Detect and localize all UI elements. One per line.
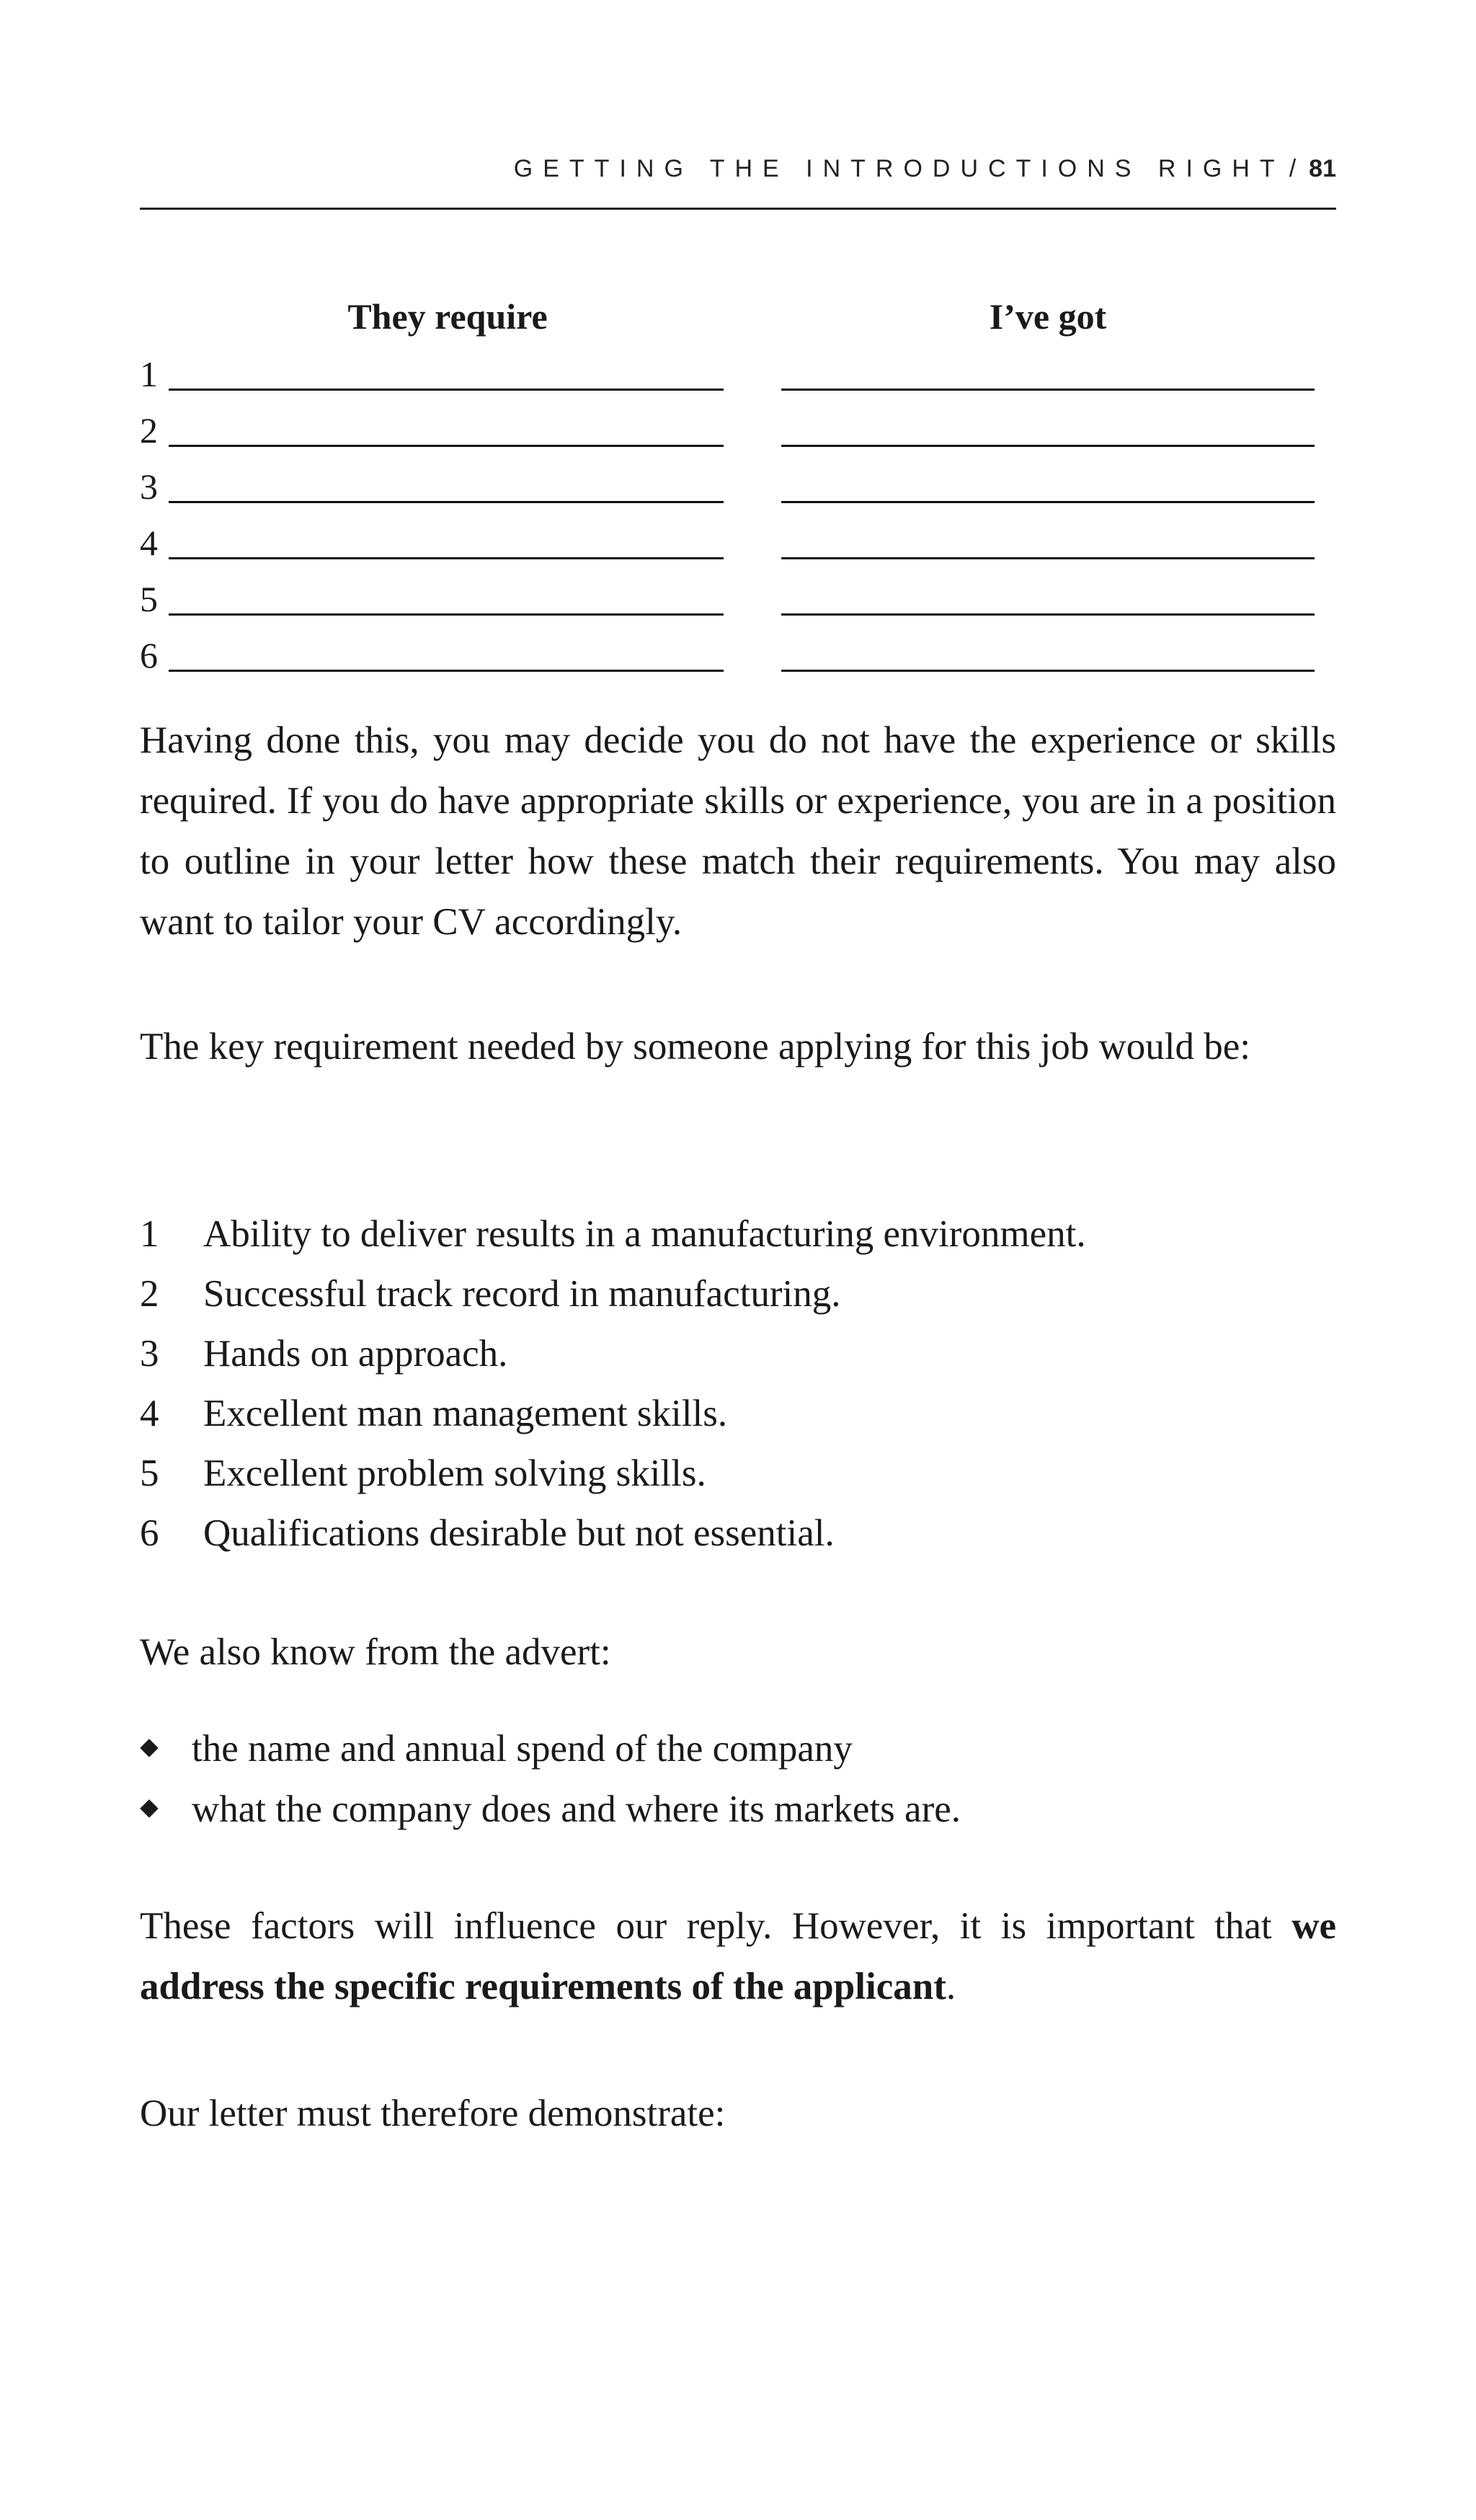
list-item-text: Ability to deliver results in a manufacturing environment. (203, 1213, 1086, 1255)
they-require-blank-line[interactable] (169, 501, 724, 503)
running-header (140, 155, 1336, 198)
list-item-number: 3 (140, 1333, 159, 1375)
ive-got-blank-line[interactable] (781, 501, 1315, 503)
ive-got-blank-line[interactable] (781, 557, 1315, 559)
they-require-blank-line[interactable] (169, 670, 724, 672)
they-require-blank-line[interactable] (169, 389, 724, 391)
list-item-text: Excellent man management skills. (203, 1393, 728, 1434)
list-item (140, 1264, 1336, 1324)
bullet-item-text: the name and annual spend of the company (192, 1728, 853, 1770)
worksheet-row (140, 621, 1336, 678)
ive-got-blank-line[interactable] (781, 670, 1315, 672)
worksheet-row (140, 453, 1336, 509)
diamond-bullet-icon (140, 1799, 158, 1817)
list-item-text: Qualifications desirable but not essential. (203, 1512, 835, 1554)
list-item-text: Excellent problem solving skills. (203, 1452, 706, 1494)
ive-got-blank-line[interactable] (781, 445, 1315, 447)
list-item-text: Successful track record in manufacturing. (203, 1273, 841, 1315)
list-item-number: 2 (140, 1273, 159, 1315)
list-item (140, 1383, 1336, 1444)
worksheet-row (140, 340, 1336, 396)
worksheet-row-number: 4 (140, 523, 158, 563)
they-require-blank-line[interactable] (169, 557, 724, 559)
bullet-item-text: what the company does and where its markets are. (192, 1788, 961, 1830)
worksheet-row (140, 509, 1336, 565)
list-item-text: Hands on approach. (203, 1333, 508, 1375)
they-require-blank-line[interactable] (169, 613, 724, 616)
list-item (140, 1323, 1336, 1384)
bullet-item (140, 1779, 1336, 1840)
paragraph-having-done-this: Having done this, you may decide you do not have the experience or skills required. If you do have appropriate skills or experience, you are in a position to outline in your letter how these match their requirements. You may also want to tailor your CV accordingly. (140, 719, 1336, 943)
paragraph-text-end: . (946, 1966, 956, 2007)
list-item-number: 6 (140, 1512, 159, 1554)
they-require-blank-line[interactable] (169, 445, 724, 447)
running-title: GETTING THE INTRODUCTIONS RIGHT (513, 155, 1285, 182)
diamond-bullet-icon (140, 1739, 158, 1757)
worksheet-row-number: 5 (140, 579, 158, 619)
list-item-number: 1 (140, 1213, 159, 1255)
header-rule (140, 208, 1336, 210)
worksheet-row (140, 565, 1336, 621)
list-item (140, 1503, 1336, 1563)
worksheet-row (140, 396, 1336, 453)
worksheet-row-number: 1 (140, 354, 158, 394)
paragraph-these-factors (140, 1896, 1336, 2017)
ive-got-blank-line[interactable] (781, 613, 1315, 616)
paragraph-we-also-know: We also know from the advert: (140, 1631, 611, 1673)
paragraph-our-letter: Our letter must therefore demonstrate: (140, 2093, 726, 2134)
worksheet-heading-ive-got: I’ve got (989, 296, 1107, 337)
bullet-item (140, 1718, 1336, 1779)
ive-got-blank-line[interactable] (781, 389, 1315, 391)
worksheet-row-number: 3 (140, 466, 158, 507)
worksheet-row-number: 6 (140, 635, 158, 675)
list-item (140, 1443, 1336, 1504)
paragraph-key-requirement: The key requirement needed by someone applying for this job would be: (140, 1026, 1251, 1068)
header-separator: / (1289, 155, 1297, 182)
list-item-number: 4 (140, 1393, 159, 1434)
emphasis-text: we address the specific requirements of the applicant (140, 1905, 1336, 2007)
worksheet-row-number: 2 (140, 410, 158, 451)
list-item-number: 5 (140, 1452, 159, 1494)
page-number: 81 (1309, 155, 1336, 182)
paragraph-text: These factors will influence our reply. However, it is important that (140, 1905, 1292, 1947)
list-item (140, 1204, 1336, 1264)
worksheet-heading-they-require: They require (347, 296, 548, 337)
